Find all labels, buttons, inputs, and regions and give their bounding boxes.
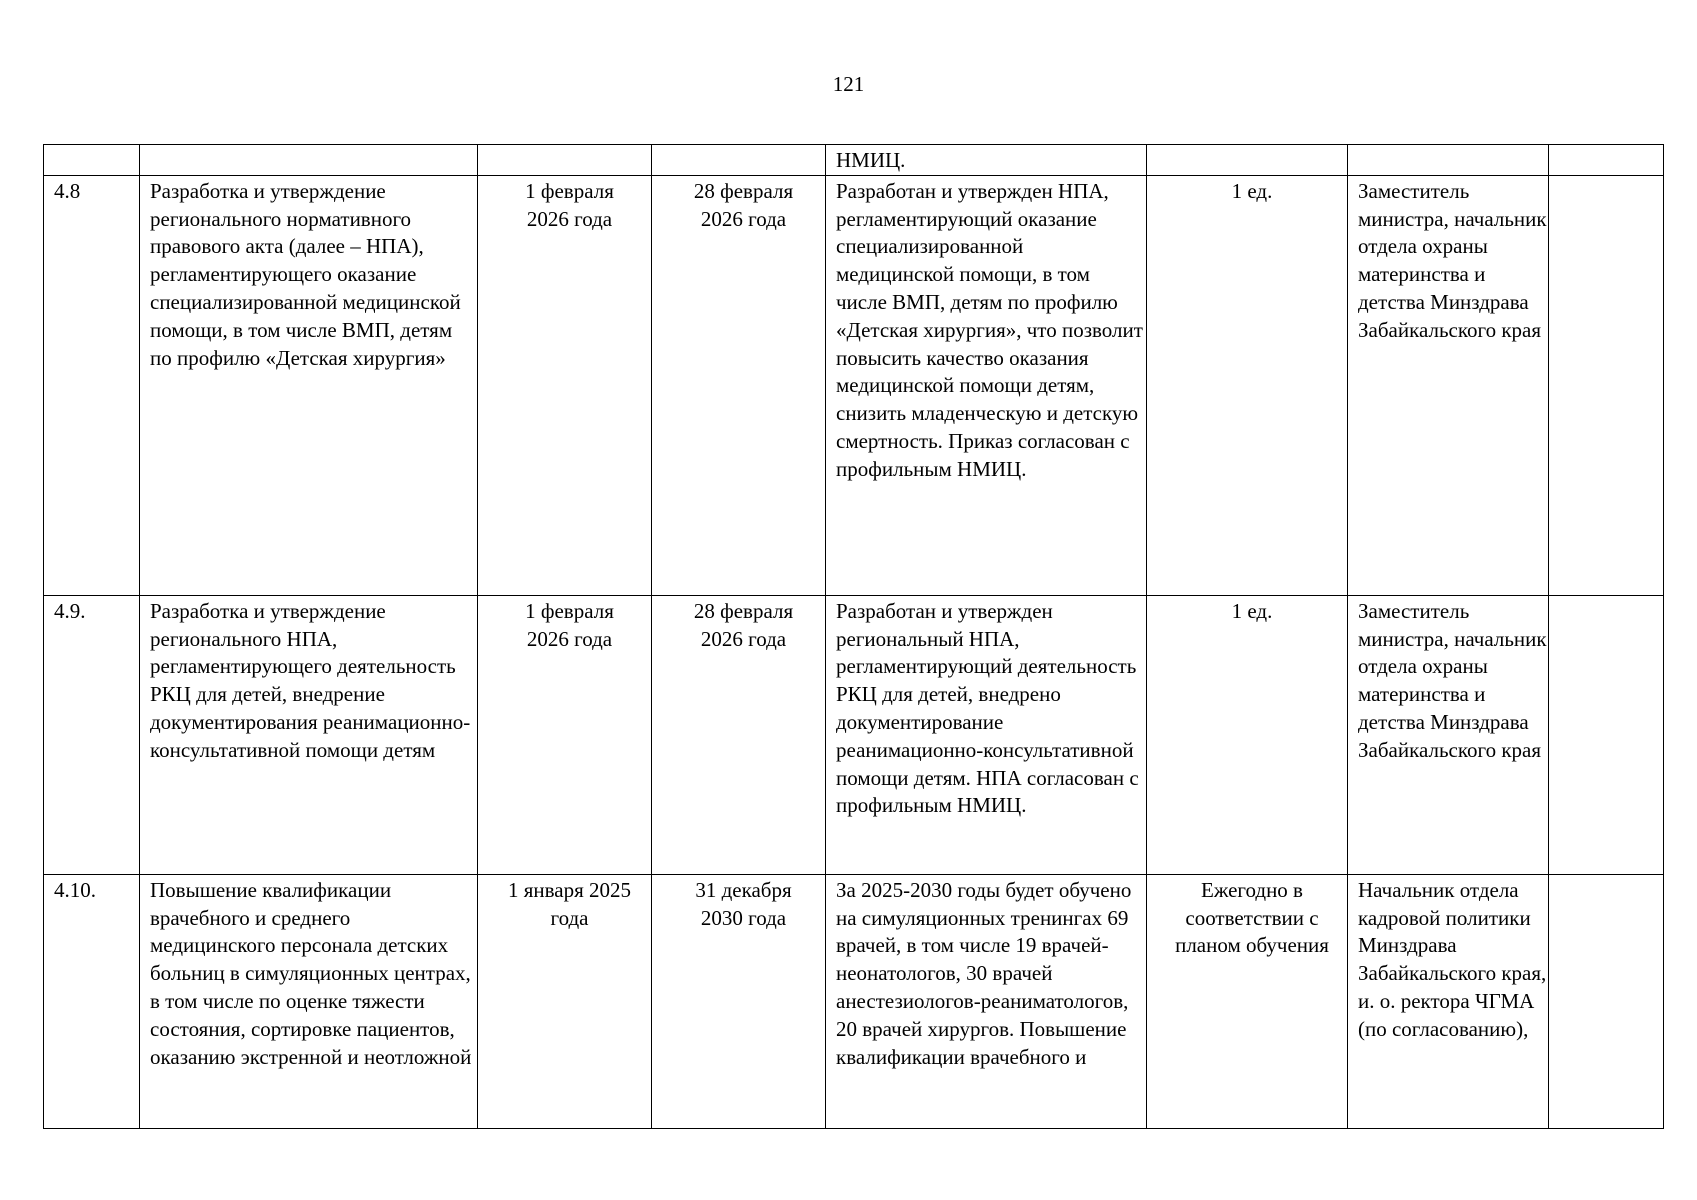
cell-end-date — [652, 145, 826, 176]
cell-result: НМИЦ. — [826, 145, 1147, 176]
cell-end-date: 28 февраля 2026 года — [652, 595, 826, 874]
cell-indicator: Ежегодно в соответствии с планом обучения — [1147, 874, 1348, 1128]
cell-number — [44, 145, 140, 176]
cell-responsible: Начальник отдела кадровой политики Минздрава Забайкальского края, и. о. ректора ЧГМА (по согласованию), — [1348, 874, 1549, 1128]
table-row — [44, 145, 1664, 176]
cell-responsible: Заместитель министра, начальник отдела охраны материнства и детства Минздрава Забайкальского края — [1348, 175, 1549, 595]
table-row — [44, 874, 1664, 1128]
cell-note — [1549, 874, 1664, 1128]
cell-start-date: 1 февраля 2026 года — [478, 175, 652, 595]
cell-activity: Разработка и утверждение регионального НПА, регламентирующего деятельность РКЦ для детей, внедрение документирования реанимационно-консультативной помощи детям — [140, 595, 478, 874]
table-row — [44, 595, 1664, 874]
cell-result: Разработан и утвержден НПА, регламентирующий оказание специализированной медицинской помощи, в том числе ВМП, детям по профилю «Детская хирургия», что позволит повысить качество оказания медицинской помощи детям, снизить младенческую и детскую смертность. Приказ согласован с профильным НМИЦ. — [826, 175, 1147, 595]
cell-number: 4.9. — [44, 595, 140, 874]
cell-note — [1549, 175, 1664, 595]
cell-indicator: 1 ед. — [1147, 595, 1348, 874]
cell-number: 4.8 — [44, 175, 140, 595]
cell-number: 4.10. — [44, 874, 140, 1128]
cell-result: Разработан и утвержден региональный НПА, регламентирующий деятельность РКЦ для детей, внедрено документирование реанимационно-консультативной помощи детям. НПА согласован с профильным НМИЦ. — [826, 595, 1147, 874]
cell-start-date — [478, 145, 652, 176]
cell-activity: Повышение квалификации врачебного и среднего медицинского персонала детских больниц в симуляционных центрах, в том числе по оценке тяжести состояния, сортировке пациентов, оказанию экстренной и неотложной — [140, 874, 478, 1128]
cell-indicator: 1 ед. — [1147, 175, 1348, 595]
cell-end-date: 31 декабря 2030 года — [652, 874, 826, 1128]
cell-note — [1549, 145, 1664, 176]
cell-responsible: Заместитель министра, начальник отдела охраны материнства и детства Минздрава Забайкальского края — [1348, 595, 1549, 874]
cell-end-date: 28 февраля 2026 года — [652, 175, 826, 595]
cell-start-date: 1 января 2025 года — [478, 874, 652, 1128]
cell-start-date: 1 февраля 2026 года — [478, 595, 652, 874]
cell-responsible — [1348, 145, 1549, 176]
page-number: 121 — [832, 72, 865, 96]
table-row — [44, 175, 1664, 595]
cell-note — [1549, 595, 1664, 874]
action-plan-table — [43, 144, 1664, 1129]
cell-activity — [140, 145, 478, 176]
cell-activity: Разработка и утверждение регионального нормативного правового акта (далее – НПА), регламентирующего оказание специализированной медицинской помощи, в том числе ВМП, детям по профилю «Детская хирургия» — [140, 175, 478, 595]
cell-result: За 2025-2030 годы будет обучено на симуляционных тренингах 69 врачей, в том числе 19 врачей-неонатологов, 30 врачей анестезиологов-реаниматологов, 20 врачей хирургов. Повышение квалификации врачебного и — [826, 874, 1147, 1128]
cell-indicator — [1147, 145, 1348, 176]
